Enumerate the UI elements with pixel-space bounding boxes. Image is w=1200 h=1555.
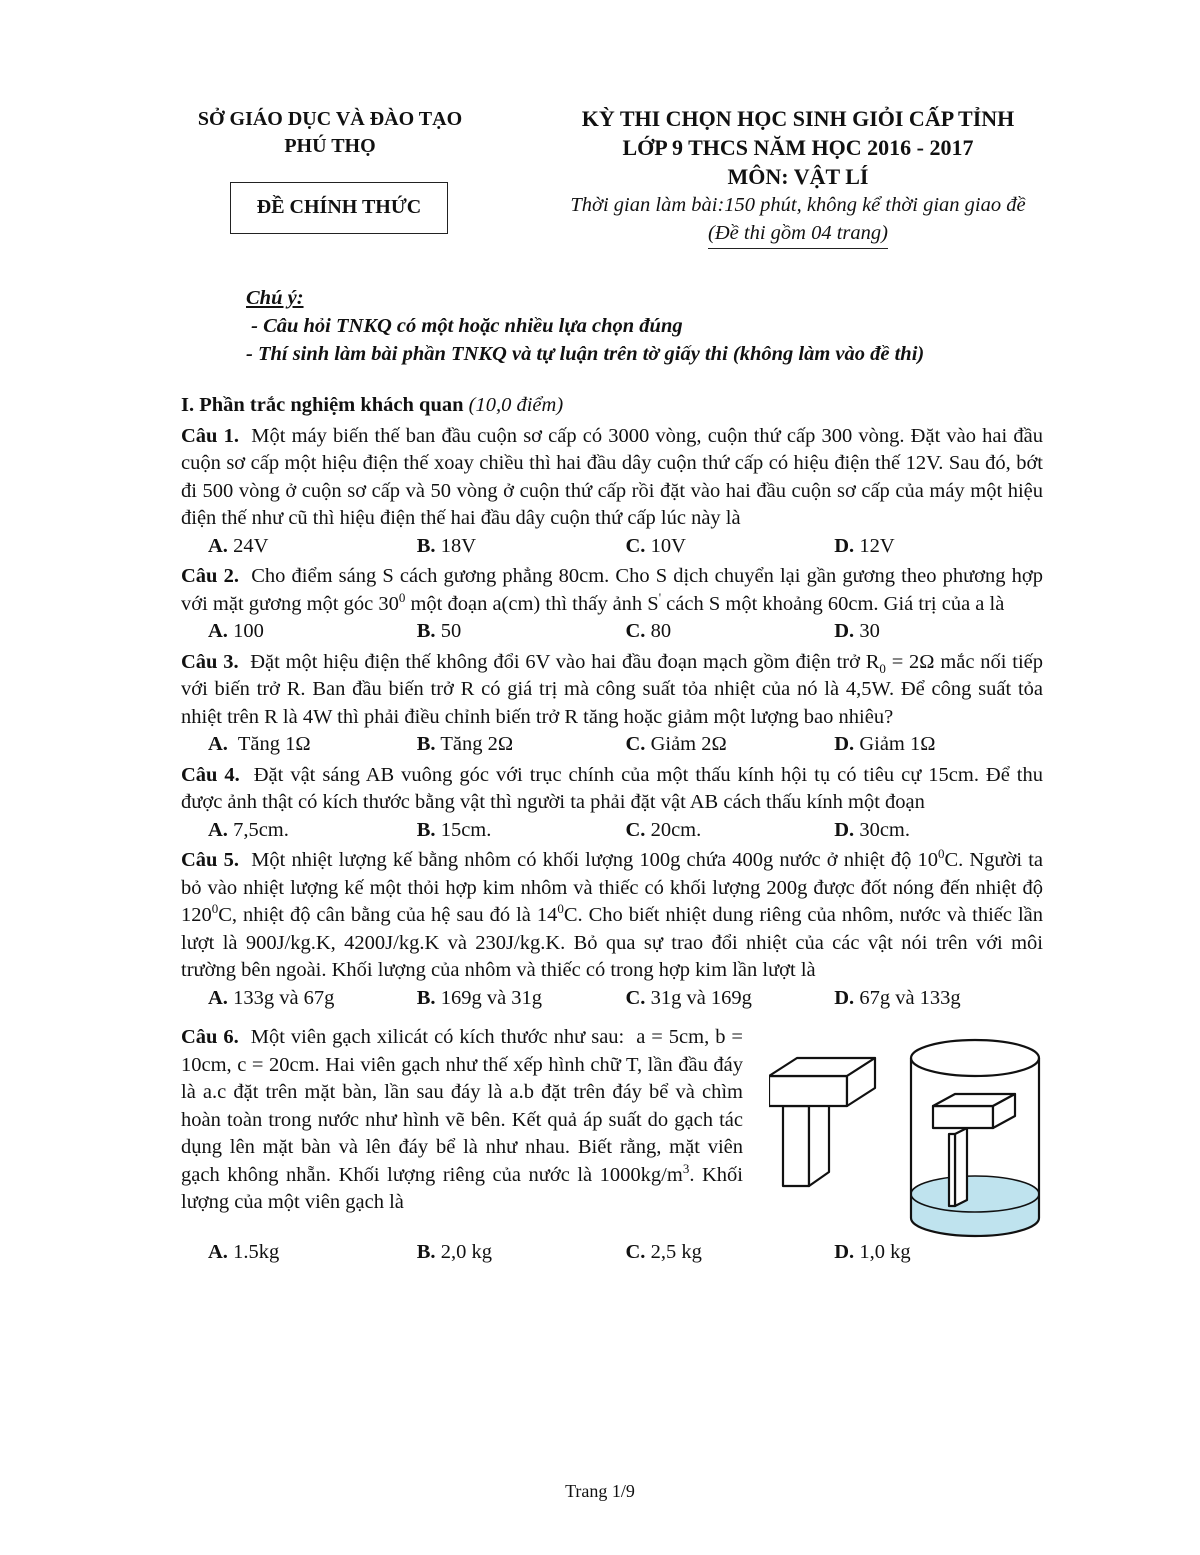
option-a[interactable]: A. 1.5kg [208,1240,280,1263]
question-1-label: Câu 1. [181,424,239,447]
option-b[interactable]: B. 18V [416,534,476,557]
question-6-text: Câu 6. Một viên gạch xilicát có kích thước như sau: a = 5cm, b = 10cm, c = 20cm. Hai viên gạch như thế xếp hình chữ T, lần đầu đáy là a.c đặt trên mặt bàn, lần sau đáy là a.b đặt trên đáy bể và chìm hoàn toàn trong nước như hình vẽ bên. Kết quả áp suất do gạch tác dụng lên mặt bàn và lên đáy bể là như nhau. Biết rằng, mặt viên gạch không nhẵn. Khối lượng riêng của nước là $1000kg/m^3$. Khối lượng của một viên gạch là [181,1026,749,1213]
option-c[interactable]: C. 31g và 169g [625,986,752,1009]
option-c[interactable]: C. 20cm. [625,818,702,841]
option-b[interactable]: B. Tăng 2Ω [416,733,514,755]
question-4-label: Câu 4. [181,763,240,786]
notes-line-1: - Câu hỏi TNKQ có một hoặc nhiều lựa chọn đúng [246,315,683,337]
official-stamp-box [230,182,448,234]
option-d[interactable]: D. Giảm 1Ω [834,733,936,755]
brick-on-table-figure [769,1058,875,1186]
question-4-options [181,817,1043,845]
exam-content [181,392,1049,1266]
option-c[interactable]: C. 80 [625,620,672,642]
tank-with-water-figure [911,1040,1039,1236]
bricks-figure [769,1034,1059,1244]
exam-title-line-2: LỚP 9 THCS NĂM HỌC 2016 - 2017 [622,135,974,160]
question-2-options [181,618,1043,646]
question-3-options [181,731,1043,759]
department-line-2: PHÚ THỌ [284,135,376,157]
question-6-label: Câu 6. [181,1026,239,1048]
exam-header [498,104,1098,249]
question-3-label: Câu 3. [181,650,239,673]
question-4: Câu 4. Đặt vật sáng AB vuông góc với trục chính của một thấu kính hội tụ có tiêu cự 15cm. Để thu được ảnh thật có kích thước bằng vật thì người ta phải đặt vật AB cách thấu kính một đoạn [181,763,1049,813]
option-a[interactable]: A. 100 [208,620,264,642]
question-2: Câu 2. Cho điểm sáng S cách gương phẳng 80cm. Cho S dịch chuyển lại gần gương theo phương hợp với mặt gương một góc $30^0$ một đoạn a(cm) thì thấy ảnh S' cách S một khoảng 60cm. Giá trị của a là [181,565,1049,615]
exam-subject: MÔN: VẬT LÍ [727,164,869,189]
option-d[interactable]: D. 12V [834,534,895,557]
option-b[interactable]: B. 15cm. [416,818,492,841]
department-line-1: SỞ GIÁO DỤC VÀ ĐÀO TẠO [197,108,463,130]
page-number: Trang 1/9 [565,1481,635,1501]
option-a[interactable]: A. Tăng 1Ω [208,733,311,755]
official-label: ĐỀ CHÍNH THỨC [256,196,422,219]
question-3: Câu 3. Đặt một hiệu điện thế không đổi 6V vào hai đầu đoạn mạch gồm điện trở $R_0 = 2\Omega$ mắc nối tiếp với biến trở R. Ban đầu biến trở R có giá trị mà công suất tỏa nhiệt của nó là 4,5W. Để công suất tỏa nhiệt trên R là 4W thì phải điều chỉnh biến trở R tăng hoặc giảm một lượng bao nhiêu? [181,650,1043,728]
question-5-label: Câu 5. [181,849,239,871]
option-b[interactable]: B. 169g và 31g [416,986,543,1009]
question-2-label: Câu 2. [181,565,239,587]
section-points: (10,0 điểm) [468,394,564,416]
option-d[interactable]: D. 1,0 kg [834,1240,911,1263]
option-c[interactable]: C. Giảm 2Ω [625,733,727,755]
department-header [180,106,480,160]
option-d[interactable]: D. 30 [834,620,880,642]
option-a[interactable]: A. 24V [208,534,269,557]
question-6 [181,1024,1043,1266]
option-b[interactable]: B. 50 [416,620,462,642]
question-1-text: Một máy biến thế ban đầu cuộn sơ cấp có 3000 vòng, cuộn thứ cấp 300 vòng. Đặt vào hai đầu cuộn sơ cấp một hiệu điện thế xoay chiều thì hai đầu dây cuộn thứ cấp có hiệu điện thế 12V. Sau đó, bớt đi 500 vòng ở cuộn sơ cấp và 50 vòng ở cuộn thứ cấp rồi đặt vào hai đầu cuộn sơ cấp của máy một hiệu điện thế như cũ thì hiệu điện thế hai đầu dây cuộn thứ cấp lúc này là [181,424,1049,529]
question-1 [181,423,1049,533]
option-a[interactable]: A. 133g và 67g [208,986,335,1009]
option-b[interactable]: B. 2,0 kg [416,1240,492,1263]
section-title: I. Phần trắc nghiệm khách quan (10,0 điểm) [181,394,564,416]
exam-notes [246,284,1066,368]
notes-title: Chú ý: [246,287,304,309]
question-1-options [181,533,1043,561]
notes-line-2: - Thí sinh làm bài phần TNKQ và tự luận trên tờ giấy thi (không làm vào đề thi) [246,343,925,365]
exam-pages-note: (Đề thi gồm 04 trang) [708,219,888,249]
question-5: Câu 5. Một nhiệt lượng kế bằng nhôm có khối lượng 100g chứa 400g nước ở nhiệt độ $10^0C$. Người ta bỏ vào nhiệt lượng kế một thỏi hợp kim nhôm và thiếc có khối lượng 200g được đốt nóng đến nhiệt độ $120^0C$, nhiệt độ cân bằng của hệ sau đó là $14^0C$. Cho biết nhiệt dung riêng của nhôm, nước và thiếc lần lượt là 900J/kg.K, 4200J/kg.K và 230J/kg.K. Bỏ qua sự trao đổi nhiệt của các vật nói trên với môi trường bên ngoài. Khối lượng của nhôm và thiếc có trong hợp kim lần lượt là [181,846,1044,981]
option-d[interactable]: D. 30cm. [834,818,910,841]
exam-time-note: Thời gian làm bài:150 phút, không kể thời gian giao đề [570,194,1026,216]
question-5-options [181,985,1043,1013]
exam-title-line-1: KỲ THI CHỌN HỌC SINH GIỎI CẤP TỈNH [581,106,1015,131]
option-d[interactable]: D. 67g và 133g [834,986,961,1009]
option-c[interactable]: C. 10V [625,534,686,557]
option-c[interactable]: C. 2,5 kg [625,1240,702,1263]
option-a[interactable]: A. 7,5cm. [208,818,289,841]
